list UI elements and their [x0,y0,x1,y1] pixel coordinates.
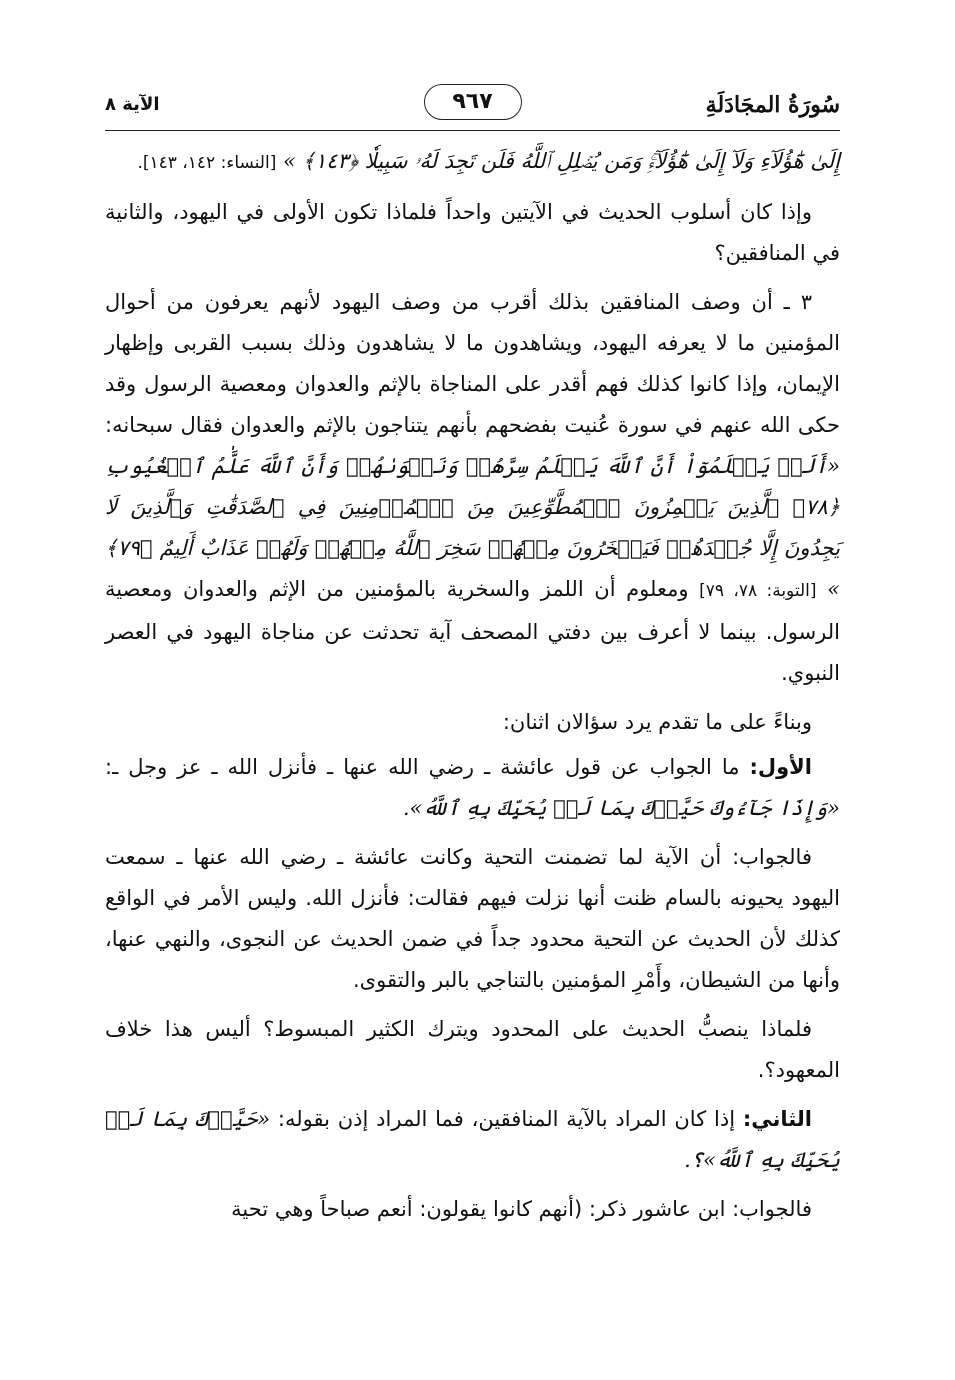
page-number: ٩٦٧ [424,84,522,120]
question-label: الثاني: [742,1107,812,1131]
paragraph-point-three [105,282,840,694]
paragraph-first-question [105,747,840,829]
paragraph-quran-continuation [105,141,840,184]
ayah-label: الآية ٨ [105,94,160,115]
paragraph-second-question [105,1099,840,1181]
paragraph-second-answer: فالجواب: ابن عاشور ذكر: (أنهم كانوا يقولون: أنعم صباحاً وهي تحية [231,1197,812,1221]
paragraph-text: إذا كان المراد بالآية المنافقين، فما المراد إذن بقوله: [277,1107,736,1131]
page-header [105,80,840,131]
verse-reference: [التوبة: ٧٨، ٧٩] [699,581,817,601]
question-label: الأول: [749,755,812,779]
paragraph-question: وإذا كان أسلوب الحديث في الآيتين واحداً فلماذا تكون الأولى في اليهود، والثانية في المنافقين؟ [105,200,840,265]
paragraph-text: ما الجواب عن قول عائشة ـ رضي الله عنها ـ فأنزل الله ـ عز وجل ـ: [105,755,740,779]
quran-quote: «حَيَّوۡكَ بِمَا لَمۡ يُحَيِّكَ بِهِ ٱللَّهُ»؟. [105,1107,840,1172]
paragraph-text: ومعلوم أن اللمز والسخرية بالمؤمنين من الإثم والعدوان ومعصية الرسول. بينما لا أعرف بين دفتي المصحف آية تحدثت عن مناجاة اليهود في العصر النبوي. [105,577,840,685]
quran-quote: «وَإِذَا جَآءُوكَ حَيَّوۡكَ بِمَا لَمۡ يُحَيِّكَ بِهِ ٱللَّهُ». [402,796,840,820]
surah-title: سُورَةُ المجَادَلَةِ [705,92,840,118]
page [105,80,840,1238]
paragraph-text: ٣ ـ أن وصف المنافقين بذلك أقرب من وصف اليهود لأنهم يعرفون من أحوال المؤمنين ما لا يعرفه اليهود، ويشاهدون ما لا يشاهدون وذلك بسبب القربى وإظهار الإيمان، وإذا كانوا كذلك فهم أقدر على المناجاة بالإثم والعدوان ومعصية الرسول وقد حكى الله عنهم في سورة عُنيت بفضحهم بأنهم يتناجون بالإثم والعدوان فقال سبحانه: [105,290,840,437]
paragraph-rhetorical: فلماذا ينصبُّ الحديث على المحدود ويترك الكثير المبسوط؟ أليس هذا خلاف المعهود؟. [105,1017,840,1082]
paragraph-two-questions: وبناءً على ما تقدم يرد سؤالان اثنان: [502,710,812,734]
quran-quote: «أَلَمۡ يَعۡلَمُوٓاْ أَنَّ ٱللَّهَ يَعۡلَمُ سِرَّهُمۡ وَنَجۡوَىٰهُمۡ وَأَنَّ ٱللَّهَ عَلَّٰمُ ٱلۡغُيُوبِ ﴿٧٨﴾ ٱلَّذِينَ يَلۡمِزُونَ ٱلۡمُطَّوِّعِينَ مِنَ ٱلۡمُؤۡمِنِينَ فِي ٱلصَّدَقَٰتِ وَٱلَّذِينَ لَا يَجِدُونَ إِلَّا جُهۡدَهُمۡ فَيَسۡخَرُونَ مِنۡهُمۡ سَخِرَ ٱللَّهُ مِنۡهُمۡ وَلَهُمۡ عَذَابٌ أَلِيمٌ ﴿٧٩﴾ » [105,454,840,601]
verse-reference: [النساء: ١٤٢، ١٤٣]. [137,153,277,173]
page-body [105,141,840,1230]
quran-quote: إِلَىٰ هَٰٓؤُلَآءِ وَلَآ إِلَىٰ هَٰٓؤُلَآءِۚ وَمَن يُضۡلِلِ ٱللَّهُ فَلَن تَجِدَ لَهُۥ سَبِيلٗا ﴿١٤٣﴾ » [283,149,840,173]
paragraph-first-answer: فالجواب: أن الآية لما تضمنت التحية وكانت عائشة ـ رضي الله عنها ـ سمعت اليهود يحيونه بالسام ظنت أنها نزلت فيهم فقالت: فأنزل الله. وليس الأمر في الواقع كذلك لأن الحديث عن التحية محدود جداً في ضمن الحديث عن النجوى، والنهي عنها، وأنها من الشيطان، وأَمْرِ المؤمنين بالتناجي بالبر والتقوى. [105,845,840,992]
